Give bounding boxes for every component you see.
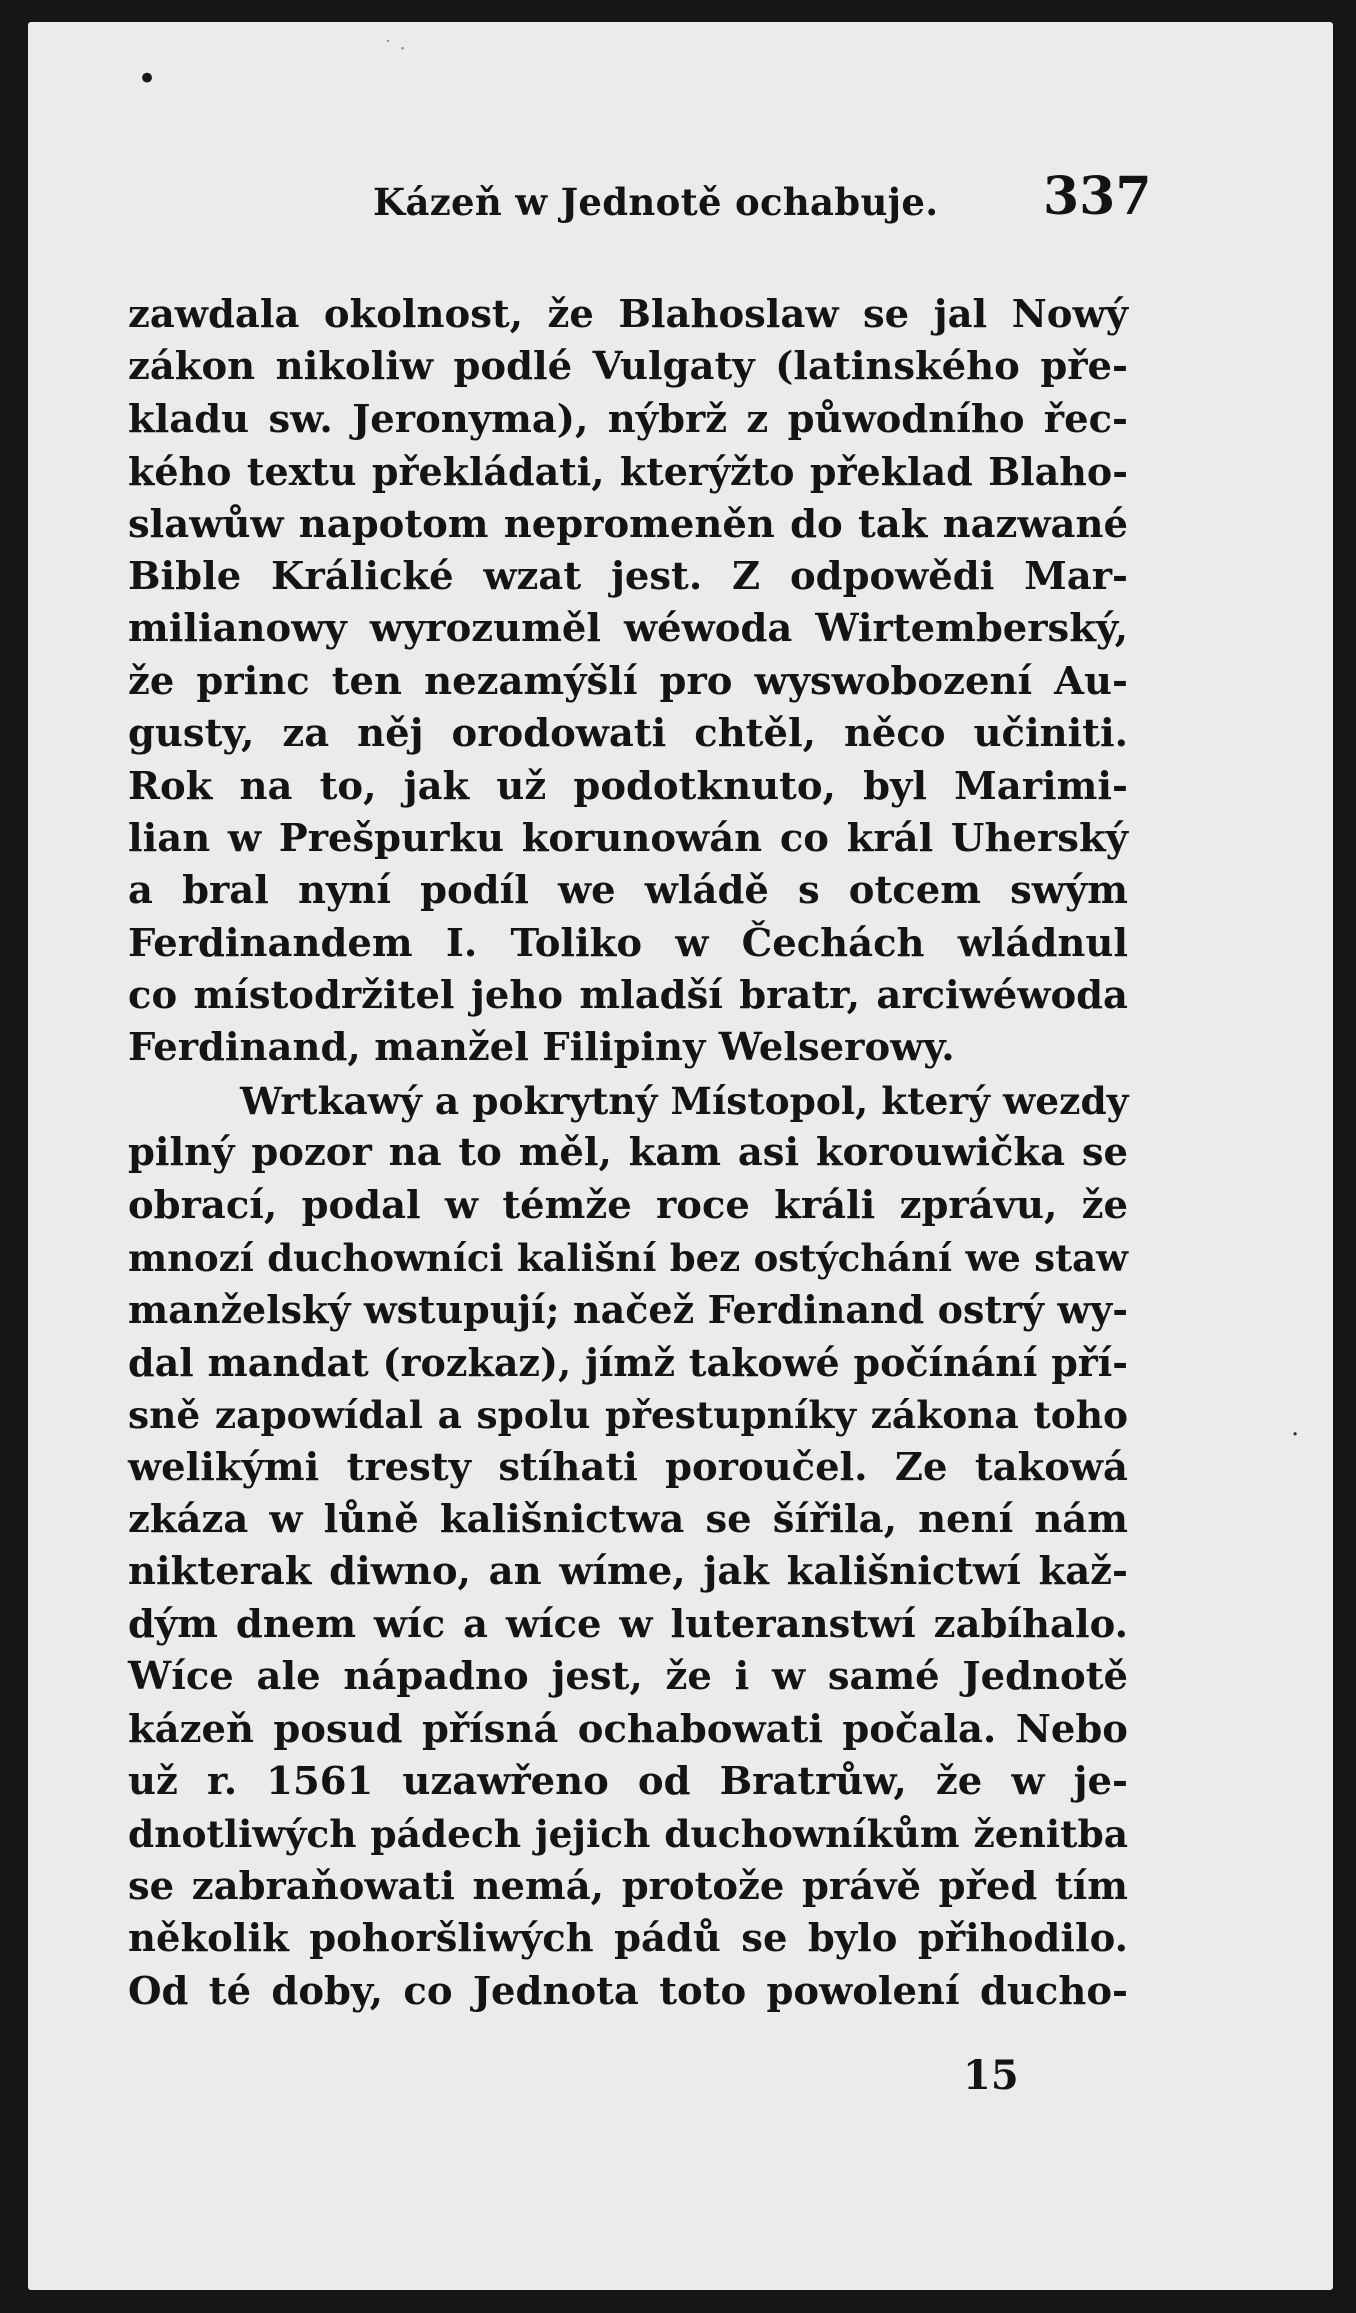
text-line: dnotliwých pádech jejich duchowníkům ženitba — [128, 1812, 1128, 1857]
text-line: se zabraňowati nemá, protože právě před tím — [128, 1863, 1128, 1909]
text-line: nikterak diwno, an wíme, jak kališnictwí kaž- — [128, 1549, 1128, 1595]
text-line: a bral nyní podíl we wládě s otcem swým — [128, 868, 1128, 914]
running-head: Kázeň w Jednotě ochabuje. — [373, 180, 939, 224]
text-line: kladu sw. Jeronyma), nýbrž z půwodního řec- — [128, 396, 1128, 442]
text-line: kého textu překládati, kterýžto překlad Blaho- — [128, 449, 1128, 495]
text-line: co místodržitel jeho mladší bratr, arciwéwoda — [128, 973, 1128, 1019]
text-line: Od té doby, co Jednota toto powolení ducho- — [128, 1968, 1128, 2014]
text-line: kázeň posud přísná ochabowati počala. Nebo — [128, 1706, 1128, 1752]
signature-mark: 15 — [963, 2052, 1019, 2099]
text-line: slawůw napotom nepromeněn do tak nazwané — [128, 501, 1128, 547]
text-line: manželský wstupují; načež Ferdinand ostrý wy- — [128, 1287, 1128, 1333]
text-line: sně zapowídal a spolu přestupníky zákona toho — [128, 1393, 1128, 1438]
text-line: Bible Králické wzat jest. Z odpowědi Mar- — [128, 553, 1128, 599]
body-text — [128, 289, 1128, 2018]
text-line: pilný pozor na to měl, kam asi korouwička se — [128, 1130, 1128, 1176]
text-line: že princ ten nezamýšlí pro wyswobození Au- — [128, 658, 1128, 704]
text-line: dal mandat (rozkaz), jímž takowé počínání pří- — [128, 1339, 1128, 1385]
text-line: zkáza w lůně kališnictwa se šířila, není nám — [128, 1496, 1128, 1542]
text-line: mnozí duchowníci kališní bez ostýchání we staw — [128, 1236, 1128, 1281]
ink-speck: • — [137, 59, 158, 99]
text-line: dým dnem wíc a wíce w luteranstwí zabíhalo. — [128, 1601, 1128, 1647]
text-line: lian w Prešpurku korunowán co král Uherský — [128, 815, 1128, 861]
text-line: welikými tresty stíhati poroučel. Ze takowá — [128, 1444, 1128, 1490]
text-line: zawdala okolnost, že Blahoslaw se jal Nowý — [128, 292, 1128, 337]
text-line: milianowy wyrozuměl wéwoda Wirtemberský, — [128, 606, 1128, 652]
book-page — [28, 22, 1333, 2290]
text-line: obrací, podal w témže roce králi zprávu, že — [128, 1182, 1128, 1228]
ink-speck: ˙ · — [383, 36, 406, 60]
page-number: 337 — [1043, 166, 1152, 227]
page-header — [28, 166, 1333, 246]
text-line: Rok na to, jak už podotknuto, byl Marimi- — [128, 763, 1128, 809]
paragraph-end-line: Ferdinand, manžel Filipiny Welserowy. — [128, 1025, 955, 1071]
text-line: zákon nikoliw podlé Vulgaty (latinského pře- — [128, 344, 1128, 390]
text-line: Wíce ale nápadno jest, že i w samé Jednotě — [128, 1654, 1128, 1700]
text-line: gusty, za něj orodowati chtěl, něco učiniti. — [128, 711, 1128, 757]
text-line: několik pohoršliwých pádů se bylo přihodilo. — [128, 1916, 1128, 1962]
paragraph-start-line: Wrtkawý a pokrytný Místopol, který wezdy — [240, 1078, 1129, 1123]
ink-speck: · — [1291, 1420, 1300, 1450]
text-line: už r. 1561 uzawřeno od Bratrůw, že w je- — [128, 1758, 1128, 1804]
text-line: Ferdinandem I. Toliko w Čechách wládnul — [128, 920, 1128, 966]
